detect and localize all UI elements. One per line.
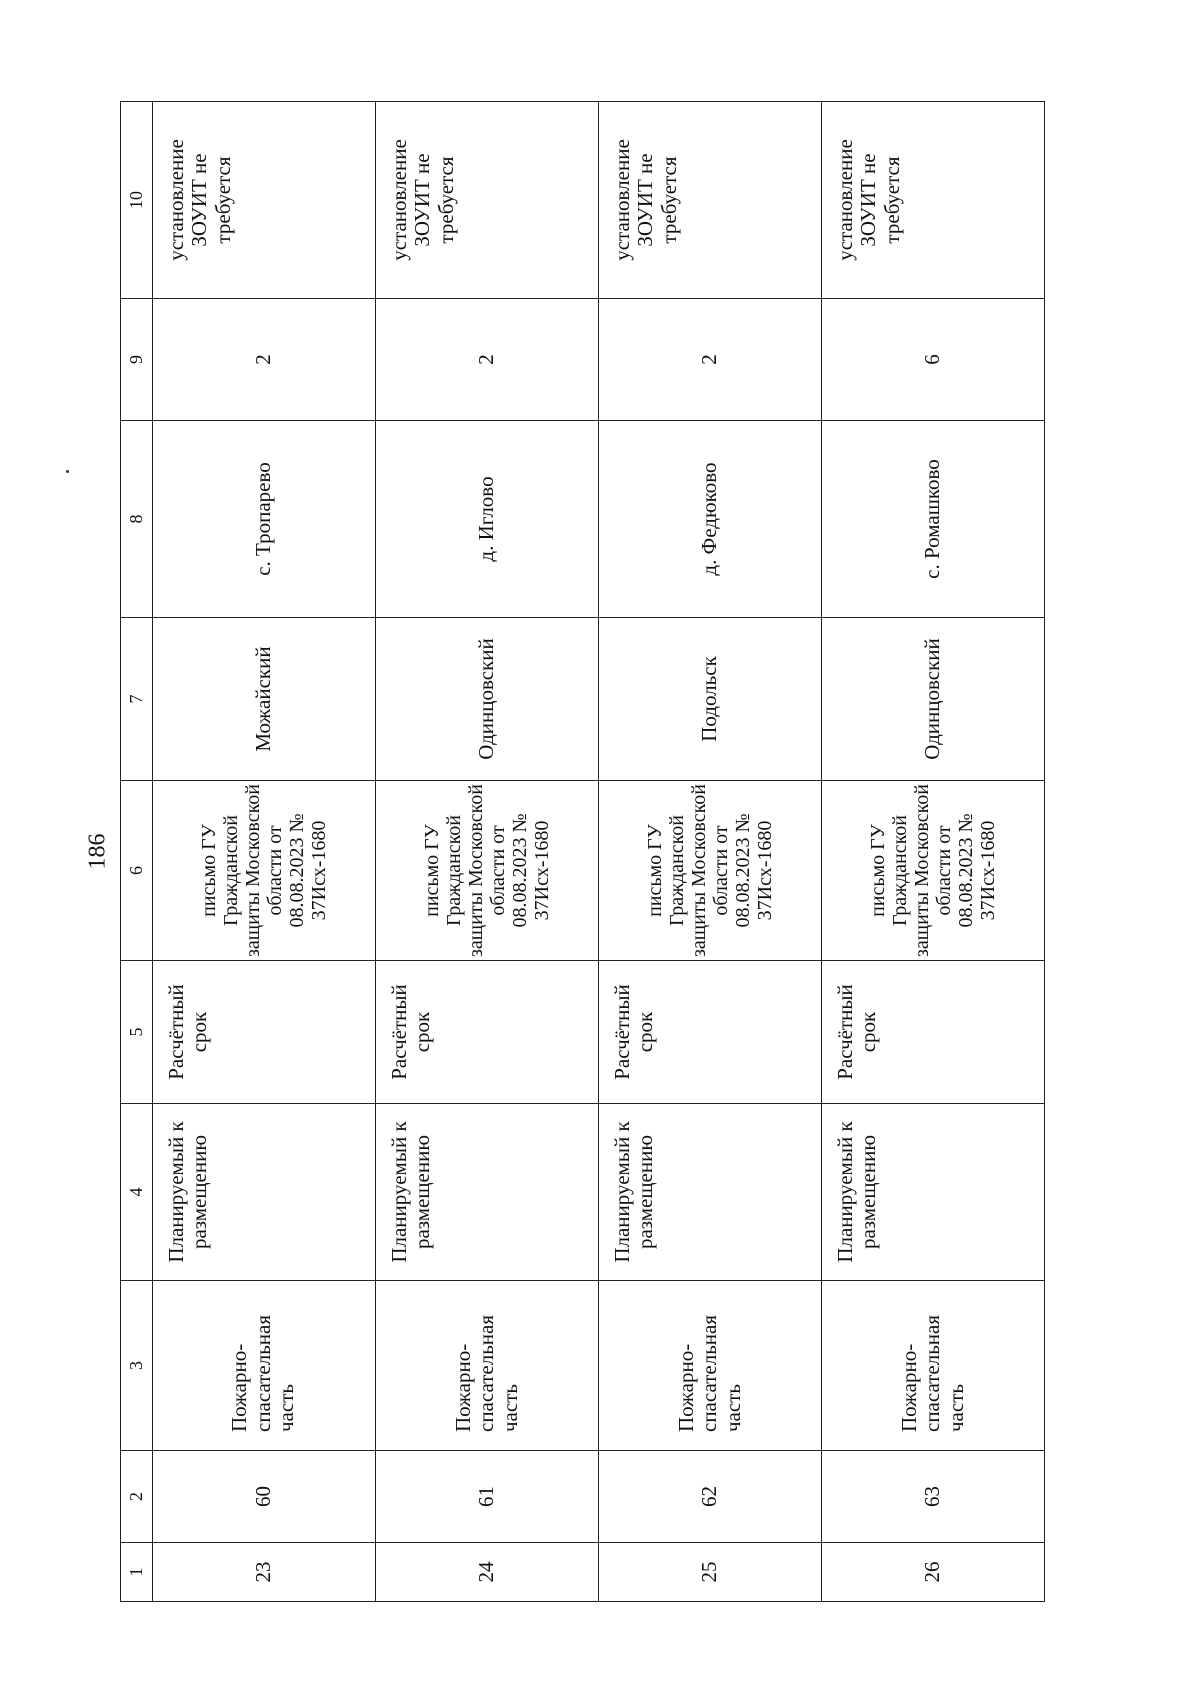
row-index-cell: 23 — [152, 1543, 375, 1602]
term-cell: Расчётный срок — [152, 961, 375, 1104]
object-type-cell: Пожарно-спасательная часть — [821, 1281, 1044, 1451]
column-number: 9 — [121, 299, 153, 421]
column-number: 10 — [121, 102, 153, 299]
column-number: 6 — [121, 781, 153, 961]
column-number: 1 — [121, 1543, 153, 1602]
row-index-cell: 26 — [821, 1543, 1044, 1602]
source-document-cell: письмо ГУ Гражданской защиты Московской области от 08.08.2023 № 37Исх-1680 — [598, 781, 821, 961]
facilities-table — [120, 101, 1045, 1602]
zouit-cell: установление ЗОУИТ не требуется — [821, 102, 1044, 299]
source-document-cell: письмо ГУ Гражданской защиты Московской области от 08.08.2023 № 37Исх-1680 — [821, 781, 1044, 961]
settlement-cell: с. Ромашково — [821, 421, 1044, 618]
scan-speck — [66, 470, 69, 473]
status-cell: Планируемый к размещению — [598, 1104, 821, 1281]
column-number: 4 — [121, 1104, 153, 1281]
district-cell: Одинцовский — [375, 618, 598, 781]
column-number-row — [121, 102, 153, 1602]
column-number: 8 — [121, 421, 153, 618]
zouit-cell: установление ЗОУИТ не требуется — [375, 102, 598, 299]
settlement-cell: с. Тропарево — [152, 421, 375, 618]
source-document-cell: письмо ГУ Гражданской защиты Московской области от 08.08.2023 № 37Исх-1680 — [375, 781, 598, 961]
quantity-cell: 6 — [821, 299, 1044, 421]
page-number: 186 — [84, 833, 111, 870]
table-row — [821, 102, 1044, 1602]
table-row — [375, 102, 598, 1602]
district-cell: Можайский — [152, 618, 375, 781]
object-number-cell: 60 — [152, 1451, 375, 1543]
object-number-cell: 63 — [821, 1451, 1044, 1543]
term-cell: Расчётный срок — [598, 961, 821, 1104]
status-cell: Планируемый к размещению — [821, 1104, 1044, 1281]
district-cell: Подольск — [598, 618, 821, 781]
term-cell: Расчётный срок — [821, 961, 1044, 1104]
object-type-cell: Пожарно-спасательная часть — [598, 1281, 821, 1451]
rotated-table-container — [120, 102, 1045, 1602]
row-index-cell: 25 — [598, 1543, 821, 1602]
table-row — [152, 102, 375, 1602]
zouit-cell: установление ЗОУИТ не требуется — [152, 102, 375, 299]
zouit-cell: установление ЗОУИТ не требуется — [598, 102, 821, 299]
status-cell: Планируемый к размещению — [152, 1104, 375, 1281]
column-number: 2 — [121, 1451, 153, 1543]
district-cell: Одинцовский — [821, 618, 1044, 781]
object-type-cell: Пожарно-спасательная часть — [375, 1281, 598, 1451]
column-number: 5 — [121, 961, 153, 1104]
settlement-cell: д. Иглово — [375, 421, 598, 618]
column-number: 7 — [121, 618, 153, 781]
status-cell: Планируемый к размещению — [375, 1104, 598, 1281]
settlement-cell: д. Федюково — [598, 421, 821, 618]
table-row — [598, 102, 821, 1602]
quantity-cell: 2 — [152, 299, 375, 421]
column-number: 3 — [121, 1281, 153, 1451]
object-type-cell: Пожарно-спасательная часть — [152, 1281, 375, 1451]
object-number-cell: 61 — [375, 1451, 598, 1543]
term-cell: Расчётный срок — [375, 961, 598, 1104]
object-number-cell: 62 — [598, 1451, 821, 1543]
row-index-cell: 24 — [375, 1543, 598, 1602]
quantity-cell: 2 — [375, 299, 598, 421]
source-document-cell: письмо ГУ Гражданской защиты Московской области от 08.08.2023 № 37Исх-1680 — [152, 781, 375, 961]
quantity-cell: 2 — [598, 299, 821, 421]
